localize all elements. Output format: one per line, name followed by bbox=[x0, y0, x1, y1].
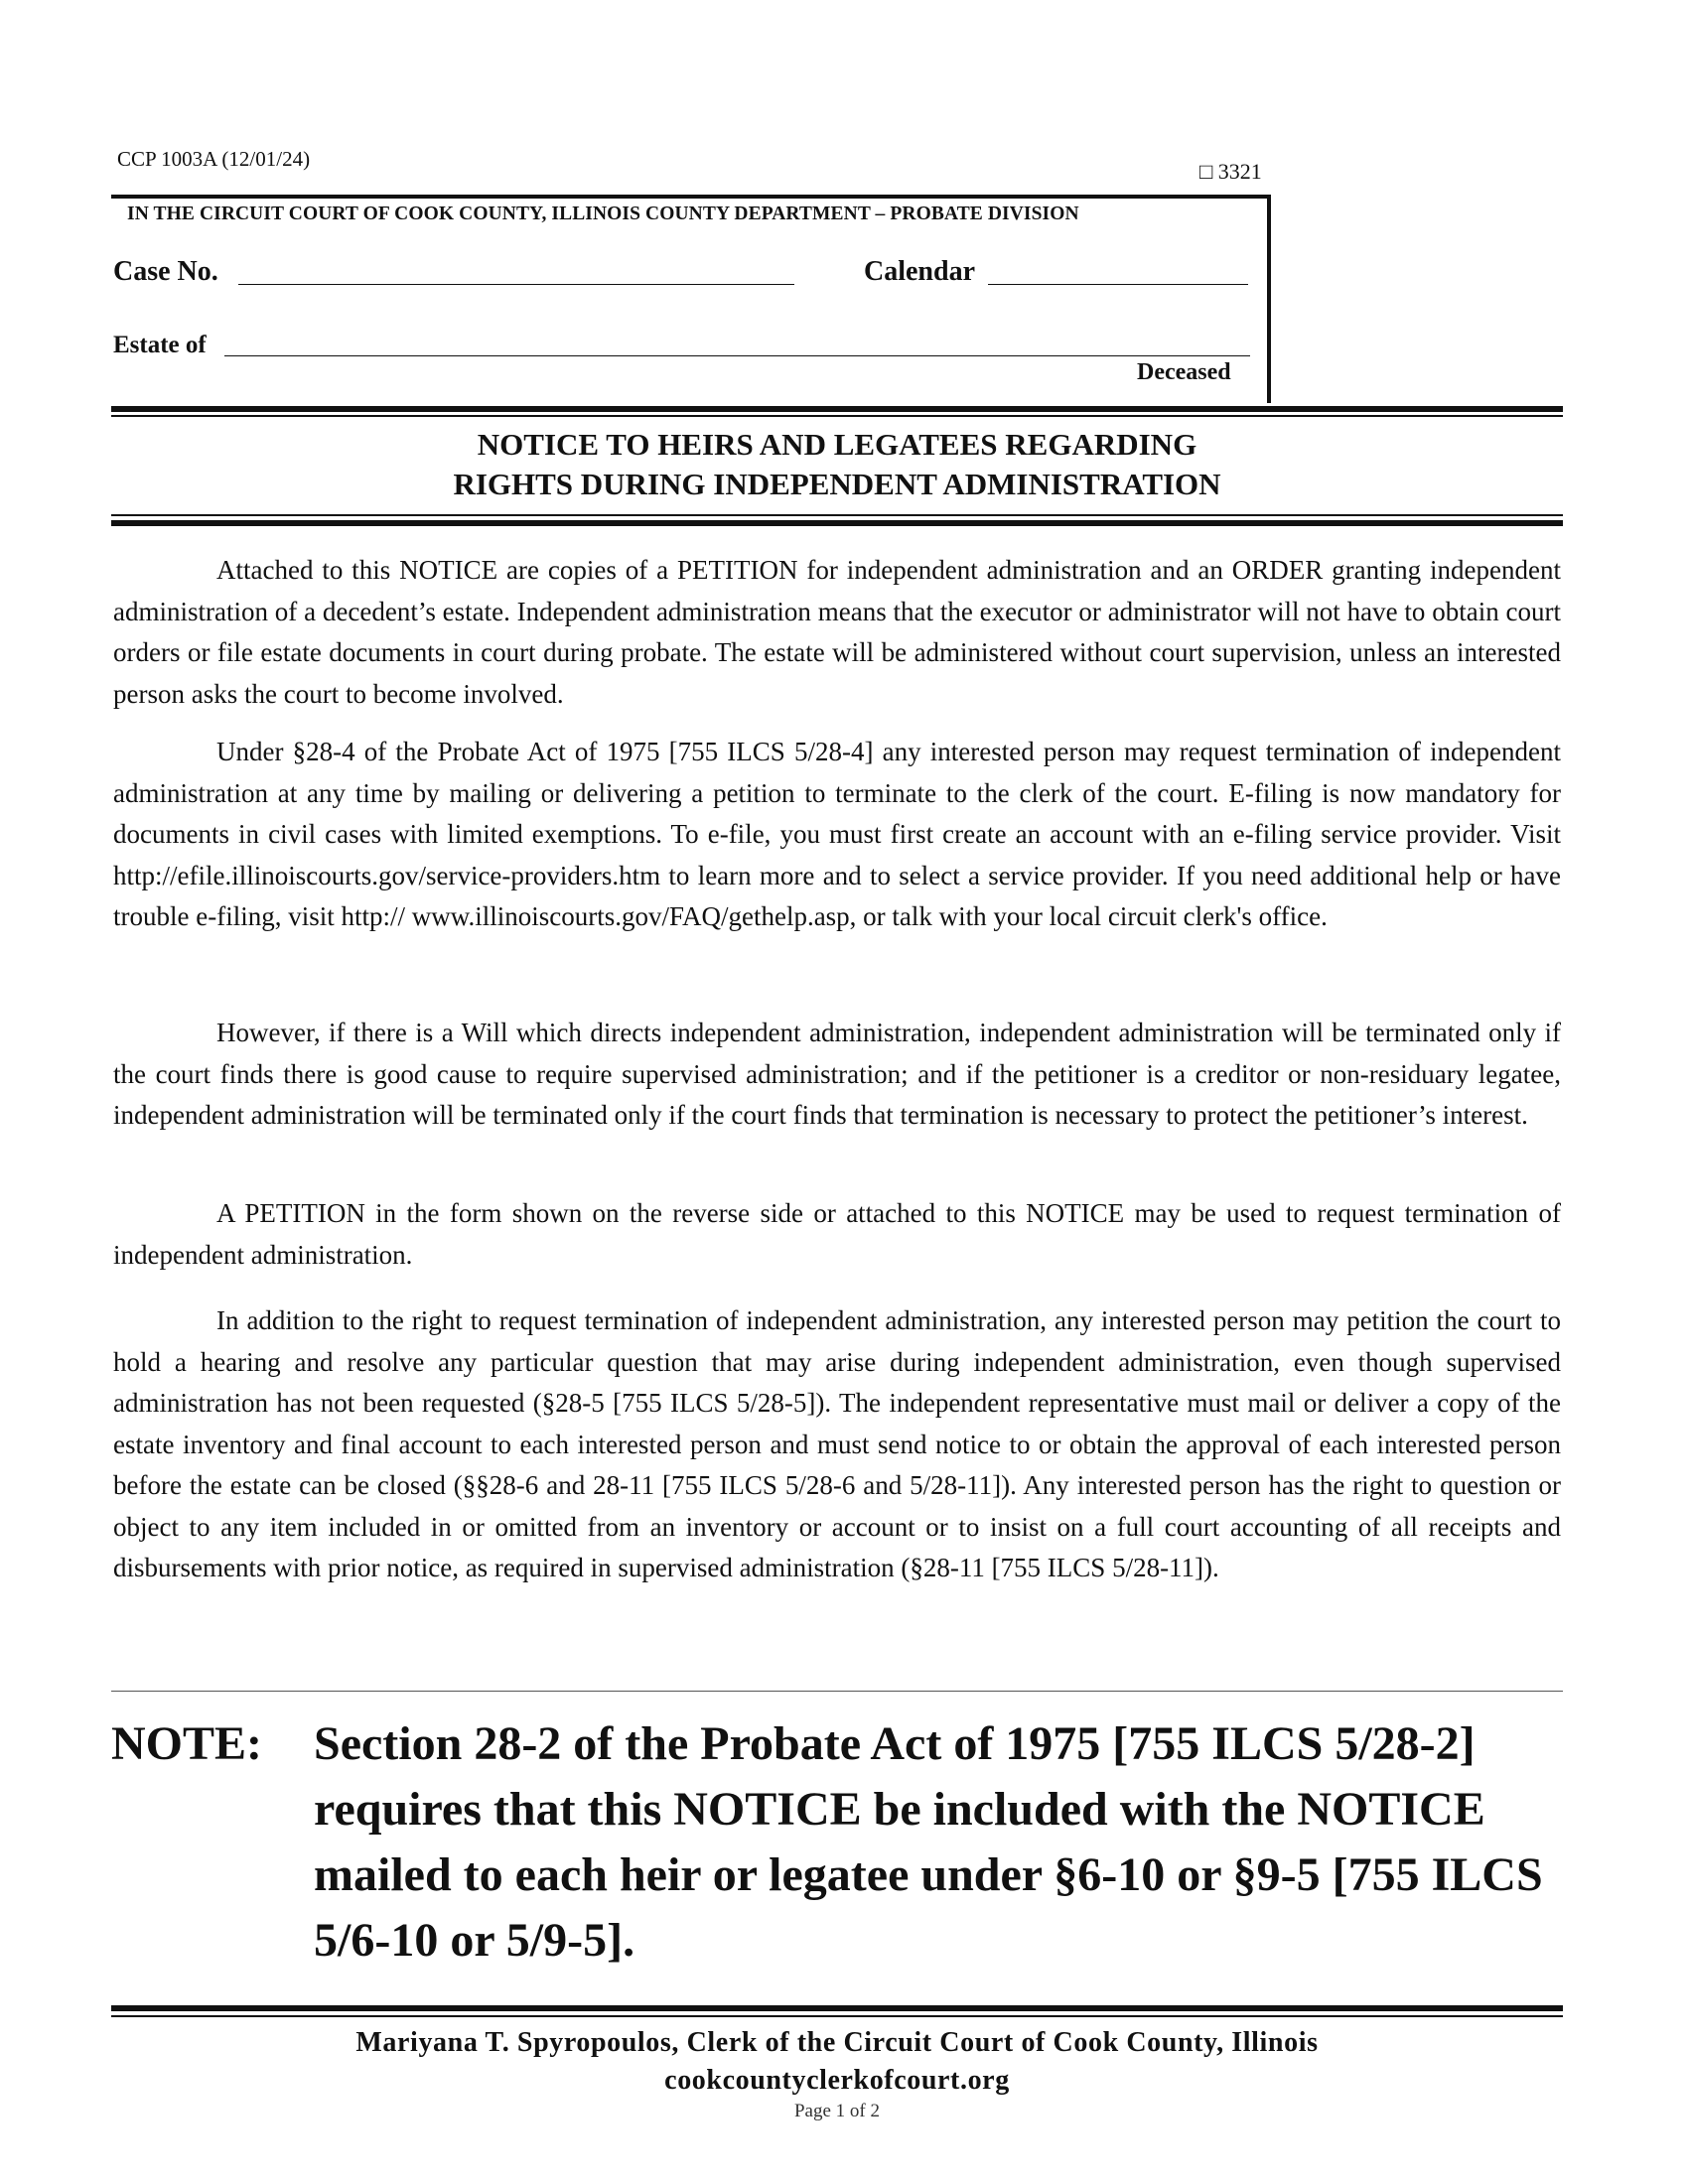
footer-rule bbox=[111, 2005, 1563, 2011]
divider-rule bbox=[111, 406, 1563, 412]
form-id: CCP 1003A (12/01/24) bbox=[117, 147, 311, 171]
footer-rule bbox=[111, 2015, 1563, 2017]
estate-of-label: Estate of bbox=[113, 332, 207, 358]
body-paragraph bbox=[113, 550, 1561, 715]
body-paragraph bbox=[113, 1193, 1561, 1276]
footer-clerk: Mariyana T. Spyropoulos, Clerk of the Circuit Court of Cook County, Illinois bbox=[355, 2027, 1319, 2058]
divider-rule bbox=[111, 514, 1563, 516]
estate-of-field[interactable] bbox=[224, 355, 1250, 356]
body-paragraph bbox=[113, 1013, 1561, 1137]
notice-title-line2: RIGHTS DURING INDEPENDENT ADMINISTRATION bbox=[453, 467, 1221, 501]
body-paragraph bbox=[113, 732, 1561, 938]
note-text: Section 28-2 of the Probate Act of 1975 [755 ILCS 5/28-2] requires that this NOTICE be included with the NOTICE mailed to each heir or legatee under §6-10 or §9-5 [755 ILCS 5/6-10 or 5/9-5]. bbox=[314, 1717, 1543, 1967]
notice-title bbox=[111, 425, 1563, 504]
notice-title-line1: NOTICE TO HEIRS AND LEGATEES REGARDING bbox=[477, 427, 1197, 462]
paragraph-text: In addition to the right to request termination of independent administration, any interested person may petition the court to hold a hearing and resolve any particular question that may arise during independent administration, even though supervised administration has not been requested (§28-5 [755 ILCS 5/28-5]). The independent representative must mail or deliver a copy of the estate inventory and final account to each interested person and must send notice to or obtain the approval of each interested person before the estate can be closed (§§28-6 and 28-11 [755 ILCS 5/28-6 and 5/28-11]). Any interested person has the right to question or object to any item included in or omitted from an inventory or account or to insist on a full court accounting of all receipts and disbursements with prior notice, as required in supervised administration (§28-11 [755 ILCS 5/28-11]). bbox=[113, 1305, 1561, 1582]
calendar-field[interactable] bbox=[988, 284, 1248, 285]
footer-website[interactable]: cookcountyclerkofcourt.org bbox=[664, 2065, 1010, 2096]
case-number-field[interactable] bbox=[238, 284, 794, 285]
body-paragraph bbox=[113, 1300, 1561, 1589]
court-title: IN THE CIRCUIT COURT OF COOK COUNTY, ILLINOIS COUNTY DEPARTMENT – PROBATE DIVISION bbox=[127, 204, 1079, 224]
case-number-label: Case No. bbox=[113, 256, 218, 287]
note-separator bbox=[111, 1691, 1563, 1692]
deceased-label: Deceased bbox=[1137, 359, 1231, 385]
page-number: Page 1 of 2 bbox=[793, 2101, 880, 2121]
paragraph-text: A PETITION in the form shown on the reverse side or attached to this NOTICE may be used to request termination of independent administration. bbox=[113, 1198, 1561, 1270]
divider-rule bbox=[111, 415, 1563, 417]
form-code-checkbox[interactable]: □ 3321 bbox=[1199, 159, 1262, 184]
case-header-box bbox=[111, 195, 1271, 403]
note-label: NOTE: bbox=[111, 1717, 263, 1770]
paragraph-text: Under §28-4 of the Probate Act of 1975 [755 ILCS 5/28-4] any interested person may request termination of independent administration at any time by mailing or delivering a petition to terminate to the clerk of the court. E-filing is now mandatory for documents in civil cases with limited exemptions. To e-file, you must first create an account with an e-filing service provider. Visit http://efile.illinoiscourts.gov/service-providers.htm to learn more and to select a service provider. If you need additional help or have trouble e-filing, visit http:// www.illinoiscourts.gov/FAQ/gethelp.asp, or talk with your local circuit clerk's office. bbox=[113, 737, 1561, 931]
divider-rule bbox=[111, 520, 1563, 526]
paragraph-text: However, if there is a Will which directs independent administration, independent administration will be terminated only if the court finds there is good cause to require supervised administration; and if the petitioner is a creditor or non-residuary legatee, independent administration will be terminated only if the court finds that termination is necessary to protect the petitioner’s interest. bbox=[113, 1018, 1561, 1130]
paragraph-text: Attached to this NOTICE are copies of a PETITION for independent administration and an ORDER granting independent administration of a decedent’s estate. Independent administration means that the executor or administrator will not have to obtain court orders or file estate documents in court during probate. The estate will be administered without court supervision, unless an interested person asks the court to become involved. bbox=[113, 555, 1561, 709]
calendar-label: Calendar bbox=[864, 256, 975, 287]
